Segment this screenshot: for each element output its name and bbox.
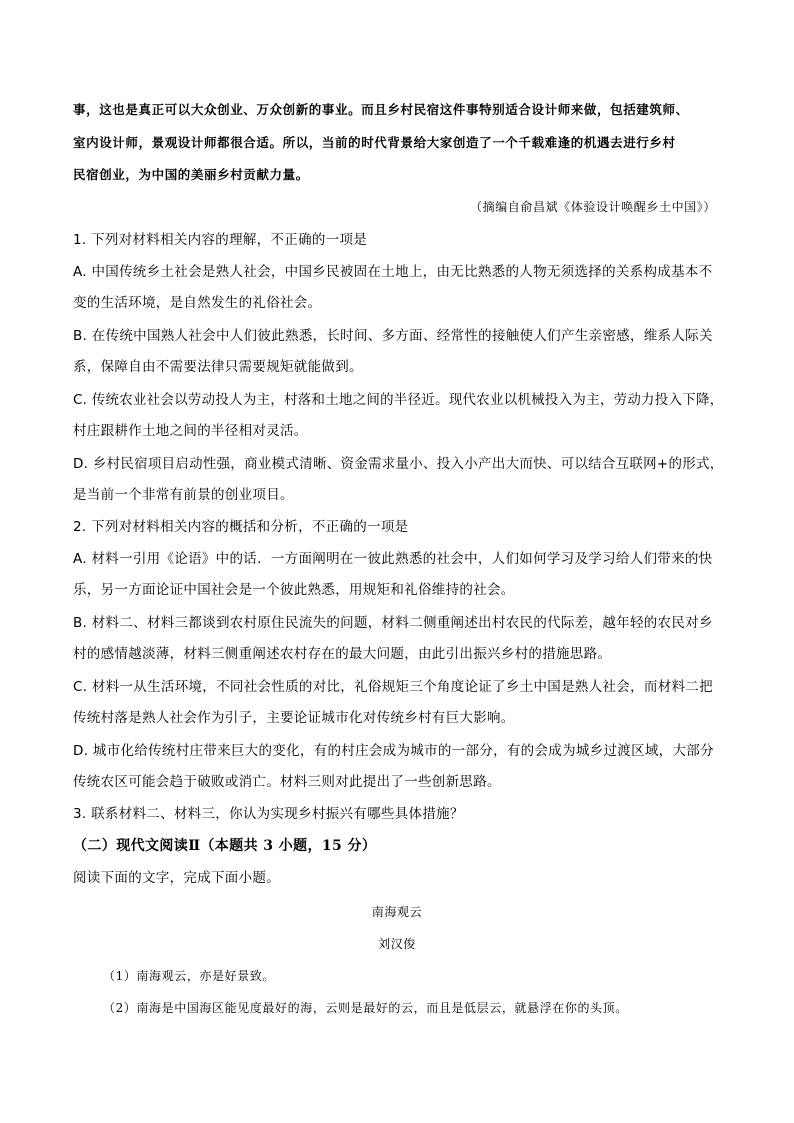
reading-instruction: 阅读下面的文字，完成下面小题。	[73, 870, 280, 886]
question-2-option-d-cont: 传统农区可能会趋于破败或消亡。材料三则对此提出了一些创新思路。	[73, 774, 501, 790]
section-heading: （二）现代文阅读Ⅱ（本题共 3 小题，15 分）	[73, 838, 377, 854]
question-3-stem: 3. 联系材料二、材料三，你认为实现乡村振兴有哪些具体措施？	[73, 806, 464, 822]
article-paragraph-2: （2）南海是中国海区能见度最好的海，云则是最好的云，而且是低层云，就悬浮在你的头顶。	[103, 1001, 628, 1015]
question-2-option-c-cont: 传统村落是熟人社会作为引子，主要论证城市化对传统乡村有巨大影响。	[73, 710, 515, 726]
question-2-option-a: A. 材料一引用《论语》中的话．一方面阐明在一彼此熟悉的社会中，人们如何学习及学习给人们带来的快	[73, 551, 713, 567]
question-1-option-a: A. 中国传统乡土社会是熟人社会，中国乡民被固在土地上，由无比熟悉的人物无须选择的关系构成基本不	[73, 264, 713, 280]
source-note: （摘编自俞昌斌《体验设计唤醒乡土中国》）	[469, 200, 716, 214]
question-2-option-d: D. 城市化给传统村庄带来巨大的变化，有的村庄会成为城市的一部分，有的会成为城乡过渡区域，大部分	[73, 743, 714, 759]
question-1-option-d-cont: 是当前一个非常有前景的创业项目。	[73, 487, 294, 503]
question-1-option-b-cont: 系，保障自由不需要法律只需要规矩就能做到。	[73, 359, 363, 375]
question-1-option-a-cont: 变的生活环境，是自然发生的礼俗社会。	[73, 295, 322, 311]
question-2-stem: 2. 下列对材料相关内容的概括和分析，不正确的一项是	[73, 519, 409, 535]
article-author: 刘汉俊	[378, 937, 416, 951]
question-2-option-a-cont: 乐，另一方面论证中国社会是一个彼此熟悉，用规矩和礼俗维持的社会。	[73, 582, 515, 598]
article-title: 南海观云	[371, 905, 423, 919]
question-2-option-c: C. 材料一从生活环境，不同社会性质的对比，礼俗规矩三个角度论证了乡土中国是熟人社会，而材料二把	[73, 679, 713, 695]
question-1-option-d: D. 乡村民宿项目启动性强，商业模式清晰、资金需求量小、投入小产出大而快、可以结合互联网+的形式，	[73, 456, 724, 472]
question-1-option-c: C. 传统农业社会以劳动投人为主，村落和土地之间的半径近。现代农业以机械投入为主，劳动力投入下降，	[73, 392, 724, 408]
question-2-option-b-cont: 村的感情越淡薄，材料三侧重阐述农村存在的最大问题，由此引出振兴乡村的措施思路。	[73, 646, 612, 662]
question-1-option-c-cont: 村庄跟耕作土地之间的半径相对灵活。	[73, 423, 308, 439]
passage-line-3: 民宿创业，为中国的美丽乡村贡献力量。	[73, 167, 309, 182]
passage-line-2: 室内设计师，景观设计师都很合适。所以，当前的时代背景给大家创造了一个千载难逢的机遇去进行乡村	[73, 135, 676, 150]
question-2-option-b: B. 材料二、材料三都谈到农村原住民流失的问题，材料二侧重阐述出村农民的代际差，越年轻的农民对乡	[73, 615, 713, 631]
passage-line-1: 事，这也是真正可以大众创业、万众创新的事业。而且乡村民宿这件事特别适合设计师来做，包括建筑师、	[73, 102, 689, 117]
question-1-option-b: B. 在传统中国熟人社会中人们彼此熟悉，长时间、多方面、经常性的接触使人们产生亲密感，维系人际关	[73, 328, 713, 344]
article-paragraph-1: （1）南海观云，亦是好景致。	[103, 969, 276, 983]
question-1-stem: 1. 下列对材料相关内容的理解，不正确的一项是	[73, 232, 368, 248]
